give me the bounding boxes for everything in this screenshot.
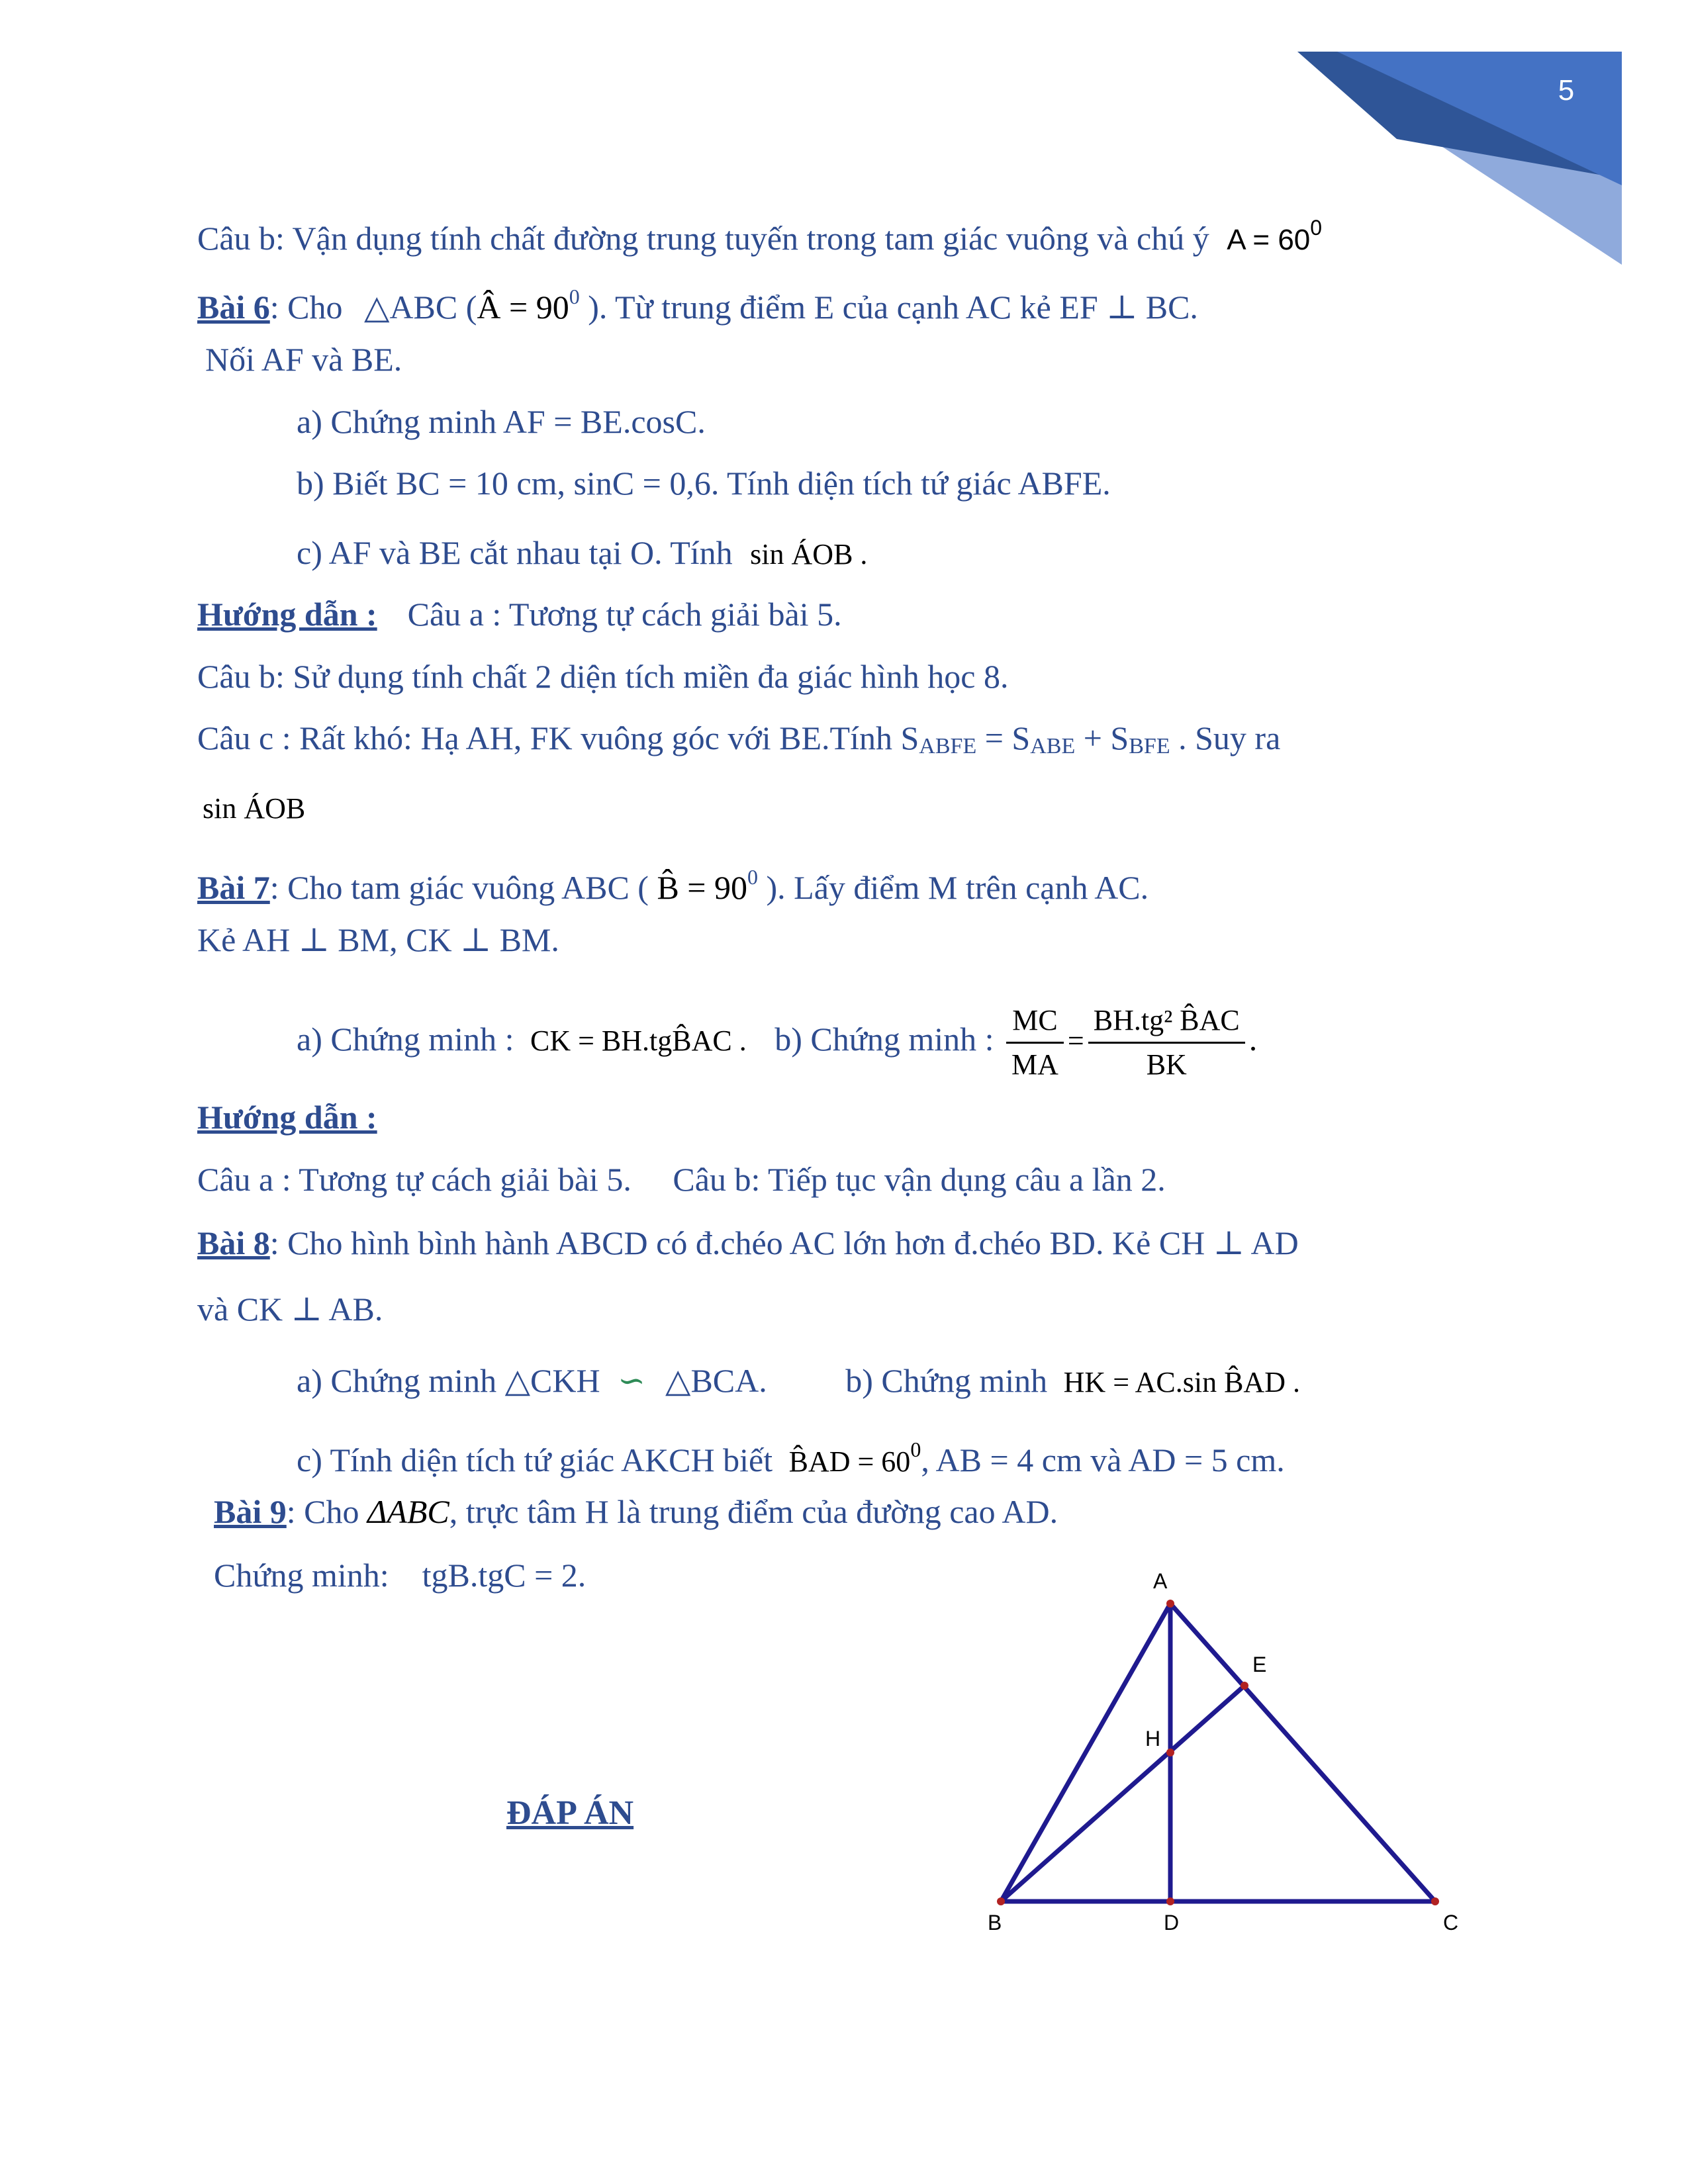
bai9-title: Bài 9: [214, 1493, 287, 1530]
angle-a-sup: 0: [1310, 216, 1323, 240]
hd7-title: [197, 1097, 377, 1137]
bai8-part-b-math: HK = AC.sin B̂AD .: [1063, 1366, 1300, 1398]
hd6-c-sub1: ABFE: [919, 734, 977, 758]
bai8-part-c: [297, 1430, 1285, 1482]
bai6-text1: : Cho: [269, 289, 343, 326]
bai8-angle-sup: 0: [910, 1437, 921, 1461]
bai9-text2: , trực tâm H là trung điểm của đường cao AD.: [449, 1493, 1058, 1530]
point-e: [1241, 1682, 1248, 1690]
bai7-part-a-math: CK = BH.tgB̂AC .: [530, 1024, 747, 1057]
bai9-line2: Chứng minh: tgB.tgC = 2.: [214, 1557, 586, 1594]
bai9-text1: : Cho: [286, 1493, 359, 1530]
bai7-title: Bài 7: [197, 869, 270, 906]
bai6-part-c: [297, 533, 867, 574]
bai6-angle: Â = 90: [477, 289, 569, 326]
bai8-angle-value: B̂AD = 60: [788, 1445, 911, 1478]
intro-line: [197, 208, 1322, 260]
point-b: [997, 1897, 1005, 1905]
angle-a-math: [1227, 216, 1323, 256]
bai8-line2: và CK ⊥ AB.: [197, 1291, 383, 1328]
bai9-triangle: ΔABC: [367, 1493, 449, 1530]
bai8-part-c-text: c) Tính diện tích tứ giác AKCH biết: [297, 1441, 773, 1479]
bai7-parts: [297, 993, 1257, 1087]
hd6-part-a: Câu a : Tương tự cách giải bài 5.: [407, 596, 842, 633]
bai7-part-a: a) Chứng minh :: [297, 1021, 514, 1058]
bai6-line1: [197, 277, 1198, 327]
angle-a-value: A = 60: [1227, 224, 1311, 256]
label-a: A: [1153, 1569, 1168, 1593]
bai6-part-c-math: sin ÁOB .: [750, 538, 868, 570]
fraction-2-denominator: BK: [1146, 1048, 1187, 1081]
bai7-text1: : Cho tam giác vuông ABC (: [269, 869, 657, 906]
bai6-text2: ). Từ trung điểm E của cạnh AC kẻ EF ⊥ BC.: [579, 289, 1198, 326]
triangle-figure: [980, 1562, 1483, 1959]
fraction-2-numerator: BH.tg² B̂AC: [1088, 999, 1245, 1044]
bai6-part-c-text: c) AF và BE cắt nhau tại O. Tính: [297, 534, 733, 571]
bai8-part-c-math: [788, 1437, 921, 1478]
bai6-part-b: b) Biết BC = 10 cm, sinC = 0,6. Tính diện tích tứ giác ABFE.: [297, 465, 1111, 502]
bai8-part-c-text2: , AB = 4 cm và AD = 5 cm.: [921, 1441, 1285, 1479]
bai7-equals: =: [1067, 1024, 1084, 1057]
side-ac: [1170, 1604, 1435, 1901]
bai9-line1: [214, 1492, 1058, 1531]
label-h: H: [1145, 1727, 1161, 1751]
bai8-text1: : Cho hình bình hành ABCD có đ.chéo AC lớn hơn đ.chéo BD. Kẻ CH ⊥ AD: [269, 1224, 1299, 1261]
bai7-text2: ). Lấy điểm M trên cạnh AC.: [758, 869, 1149, 906]
bai7-line1: [197, 857, 1149, 907]
dap-an-heading: ĐÁP ÁN: [506, 1794, 634, 1832]
bai8-parts-ab: [297, 1361, 1300, 1402]
hd6-c-sub3: BFE: [1129, 734, 1170, 758]
altitude-be: [1001, 1686, 1244, 1901]
bai6-part-a: a) Chứng minh AF = BE.cosC.: [297, 403, 706, 440]
similar-symbol: ∽: [618, 1362, 645, 1399]
bai7-part-b: b) Chứng minh :: [774, 1021, 994, 1058]
hd7-title-text: Hướng dẫn :: [197, 1099, 377, 1136]
bai6-angle-sup: 0: [569, 285, 580, 308]
bai6-triangle: △ABC (: [364, 289, 477, 326]
label-d: D: [1164, 1911, 1180, 1934]
point-a: [1166, 1600, 1174, 1608]
bai8-line1: [197, 1223, 1299, 1263]
bai7-angle: B̂ = 90: [657, 869, 748, 906]
hd6-title: Hướng dẫn :: [197, 596, 377, 633]
side-ab: [1001, 1604, 1170, 1901]
bai6-title: Bài 6: [197, 289, 270, 326]
bai7-line2: Kẻ AH ⊥ BM, CK ⊥ BM.: [197, 921, 559, 958]
intro-text: Câu b: Vận dụng tính chất đường trung tuyến trong tam giác vuông và chú ý: [197, 220, 1209, 257]
hd6-c-sub2: ABE: [1030, 734, 1076, 758]
bai8-part-a-text2: △BCA.: [665, 1362, 767, 1399]
bai7-end: .: [1248, 1021, 1258, 1058]
fraction-1-numerator: MC: [1006, 999, 1064, 1044]
hd6-c-text3: + S: [1075, 719, 1129, 756]
point-h: [1166, 1749, 1174, 1756]
point-d: [1166, 1897, 1174, 1905]
hd6-part-b: Câu b: Sử dụng tính chất 2 diện tích miền đa giác hình học 8.: [197, 658, 1009, 695]
bai8-title: Bài 8: [197, 1224, 270, 1261]
hd6-c-math: sin ÁOB: [203, 792, 306, 825]
hd6-line1: [197, 594, 842, 634]
hd6-part-c: [197, 718, 1280, 766]
point-c: [1431, 1897, 1439, 1905]
fraction-1-denominator: MA: [1011, 1048, 1058, 1081]
bai6-line2: Nối AF và BE.: [205, 341, 402, 378]
hd6-c-text4: . Suy ra: [1170, 719, 1281, 756]
hd7-line: Câu a : Tương tự cách giải bài 5. Câu b: Tiếp tục vận dụng câu a lần 2.: [197, 1161, 1166, 1198]
hd6-c-text1: Câu c : Rất khó: Hạ AH, FK vuông góc với BE.Tính S: [197, 719, 919, 756]
bai8-part-a-text: a) Chứng minh △CKH: [297, 1362, 600, 1399]
hd6-c-text2: = S: [976, 719, 1031, 756]
label-b: B: [988, 1911, 1002, 1934]
bai7-fraction-2: [1088, 999, 1245, 1086]
page-number: 5: [1558, 74, 1575, 107]
bai7-angle-sup: 0: [747, 865, 759, 889]
bai8-part-b: b) Chứng minh: [845, 1362, 1048, 1399]
bai7-fraction-1: [1006, 999, 1064, 1086]
label-e: E: [1252, 1653, 1267, 1676]
label-c: C: [1443, 1911, 1459, 1934]
